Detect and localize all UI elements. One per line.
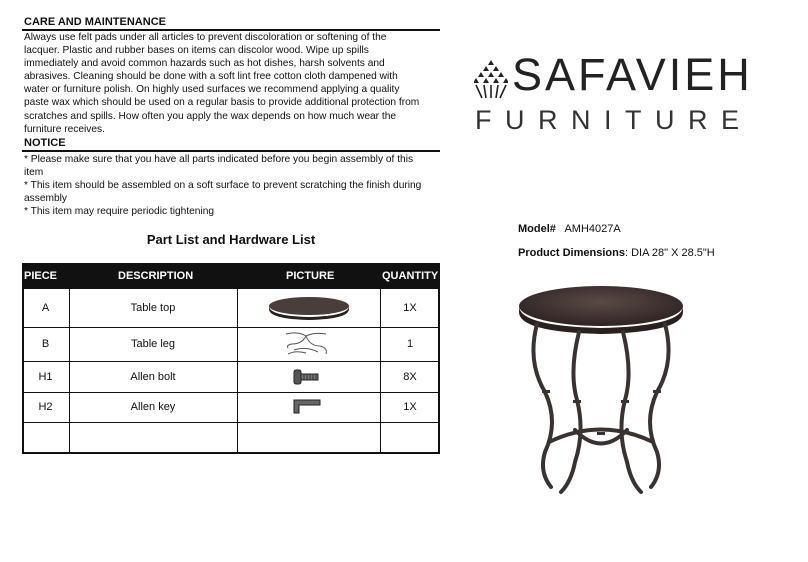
allen-bolt-icon — [292, 367, 320, 387]
notice-text — [24, 153, 444, 218]
row-divider — [22, 422, 440, 423]
header-quantity: QUANTITY — [382, 270, 439, 282]
allen-key-icon — [290, 396, 324, 416]
row-quantity: 1X — [403, 401, 417, 413]
care-heading: CARE AND MAINTENANCE — [24, 16, 166, 28]
notice-line: item — [24, 167, 44, 179]
row-piece: H2 — [38, 401, 53, 413]
model-info — [518, 223, 621, 235]
brand-subtitle: FURNITURE — [475, 105, 753, 135]
model-label: Model# — [518, 223, 556, 235]
notice-rule — [22, 150, 440, 152]
row-quantity: 8X — [403, 371, 417, 383]
safavieh-logo-icon — [474, 58, 508, 100]
dimensions-label: Product Dimensions — [518, 247, 625, 259]
row-description: Allen bolt — [130, 371, 176, 383]
parts-title: Part List and Hardware List — [146, 232, 316, 247]
row-quantity: 1 — [406, 338, 414, 350]
model-value: AMH4027A — [564, 223, 621, 235]
care-line: lacquer. Plastic and rubber bases on items can discolor wood. Wipe up spills — [24, 45, 369, 57]
dimensions-value: : DIA 28" X 28.5"H — [624, 247, 715, 259]
row-divider — [22, 392, 440, 393]
notice-line: * This item may require periodic tightening — [24, 206, 215, 218]
care-line: abrasives. Cleaning should be done with a soft lint free cotton cloth dampened with — [24, 71, 398, 83]
care-line: scratches and spills. How often you apply the wax depends on how much wear the — [24, 110, 397, 122]
header-picture: PICTURE — [286, 270, 335, 282]
care-line: paste wax which should be used on a regular basis to provide additional protection from — [24, 97, 420, 109]
care-line: Always use felt pads under all articles to prevent discoloration or softening of the — [24, 32, 387, 43]
notice-line: assembly — [24, 193, 68, 205]
care-text — [24, 31, 444, 136]
row-description: Table leg — [130, 338, 176, 350]
row-quantity: 1X — [403, 302, 417, 314]
dimensions-info — [518, 247, 715, 259]
notice-line: * This item should be assembled on a soft surface to prevent scratching the finish during — [24, 180, 422, 192]
table-top-icon — [268, 296, 350, 320]
row-piece: H1 — [38, 371, 53, 383]
table-leg-icon — [284, 330, 330, 358]
care-line: water or furniture polish. On highly used surfaces we recommend applying a quality — [24, 84, 400, 96]
row-description: Table top — [130, 302, 176, 314]
row-divider — [22, 327, 440, 328]
care-line: immediately and avoid common hazards such as hot dishes, harsh solvents and — [24, 58, 385, 70]
row-divider — [22, 361, 440, 362]
header-description: DESCRIPTION — [118, 270, 194, 282]
row-piece: A — [41, 302, 50, 314]
row-description: Allen key — [130, 401, 176, 413]
notice-heading: NOTICE — [24, 137, 66, 149]
parts-table — [22, 263, 440, 454]
product-image — [515, 282, 687, 496]
notice-line: * Please make sure that you have all parts indicated before you begin assembly of this — [24, 154, 414, 165]
col-divider — [237, 289, 238, 454]
care-line: furniture receives. — [24, 123, 105, 135]
row-piece: B — [41, 338, 50, 350]
brand-name: SAFAVIEH — [512, 49, 753, 100]
header-piece: PIECE — [24, 270, 58, 282]
